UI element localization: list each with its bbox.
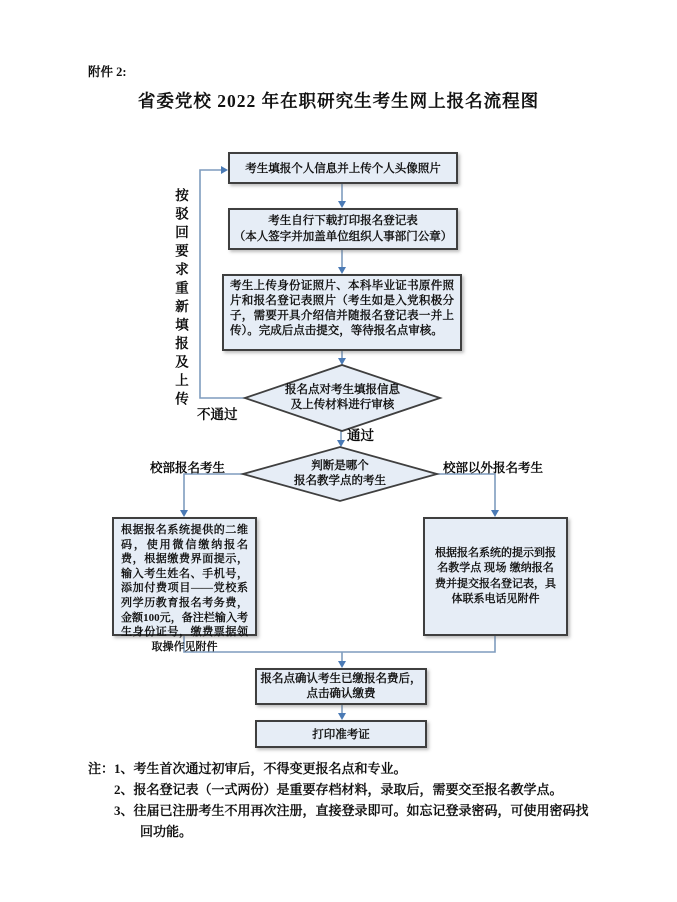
pass-edge-label: 通过 (347, 428, 374, 443)
offcampus-branch-label: 校部以外报名考生 (443, 461, 544, 475)
pay-onsite-box (423, 517, 568, 636)
print-ticket-label: 打印准考证 (312, 729, 370, 741)
review-diamond-line2: 及上传材料进行审核 (290, 399, 395, 411)
note-item-1 (114, 758, 596, 779)
pay-online-box (112, 517, 257, 653)
step-download-form-box (228, 208, 458, 250)
note-item-1-num: 1、 (114, 761, 134, 776)
pay-onsite-emphasis: 现场 (484, 562, 507, 574)
step-download-form-line2: （本人签字并加盖单位组织人事部门公章） (233, 231, 453, 243)
pay-online-label: 根据报名系统提供的二维码，使用微信缴纳报名费，根据缴费界面提示，输入考生姓名、手机号，添加付费项目——党校系列学历教育报名考务费，金额100元，备注栏输入考生身份证号，缴费票据领取操作见附件 (121, 524, 248, 653)
notes-list (114, 758, 596, 842)
note-item-2-num: 2、 (114, 782, 134, 797)
notes-prefix: 注： (88, 761, 115, 776)
confirm-payment-line2: 点击确认缴费 (306, 687, 376, 700)
campus-branch-label: 校部报名考生 (150, 461, 226, 475)
resubmit-vertical-label: 按驳回要求重新填报及上传 (173, 188, 188, 410)
step-upload-docs-box (222, 274, 462, 351)
fail-edge-label: 不通过 (197, 407, 238, 422)
confirm-payment-box (255, 668, 427, 705)
page-title: 省委党校 2022 年在职研究生考生网上报名流程图 (137, 91, 540, 111)
attachment-label: 附件 2: (88, 65, 127, 79)
pay-onsite-post: 缴纳报名费并提交报名登记表，具体联系电话见附件 (435, 562, 556, 605)
confirm-payment-line1: 报名点确认考生已缴报名费后， (260, 672, 422, 685)
step-download-form-line1: 考生自行下载打印报名登记表 (268, 215, 418, 227)
note-item-3-num: 3、 (114, 803, 134, 818)
branch-diamond-line1: 判断是哪个 (311, 460, 369, 472)
notes-section (88, 758, 596, 842)
review-diamond-line1: 报名点对考生填报信息 (285, 384, 400, 396)
note-item-1-text: 考生首次通过初审后，不得变更报名点和专业。 (133, 761, 407, 776)
step-fill-info-box (228, 152, 458, 184)
print-ticket-box (255, 720, 427, 748)
note-item-3-text: 往届已注册考生不用再次注册，直接登录即可。如忘记登录密码，可使用密码找回功能。 (133, 803, 589, 839)
step-fill-info-label: 考生填报个人信息并上传个人头像照片 (245, 163, 441, 175)
review-diamond-label (255, 383, 430, 413)
branch-diamond-line2: 报名教学点的考生 (294, 475, 386, 487)
note-item-2 (114, 779, 596, 800)
pay-onsite-pre: 根据报名系统的提示到报名教学点 (435, 546, 556, 574)
note-item-2-text: 报名登记表（一式两份）是重要存档材料，录取后，需要交至报名教学点。 (133, 782, 563, 797)
branch-diamond-label (255, 459, 425, 489)
step-upload-docs-label: 考生上传身份证照片、本科毕业证书原件照片和报名登记表照片（考生如是入党积极分子，需要开具介绍信并随报名登记表一并上传）。完成后点击提交，等待报名点审核。 (230, 280, 454, 337)
note-item-3 (114, 800, 596, 842)
pay-onsite-label (433, 546, 558, 608)
